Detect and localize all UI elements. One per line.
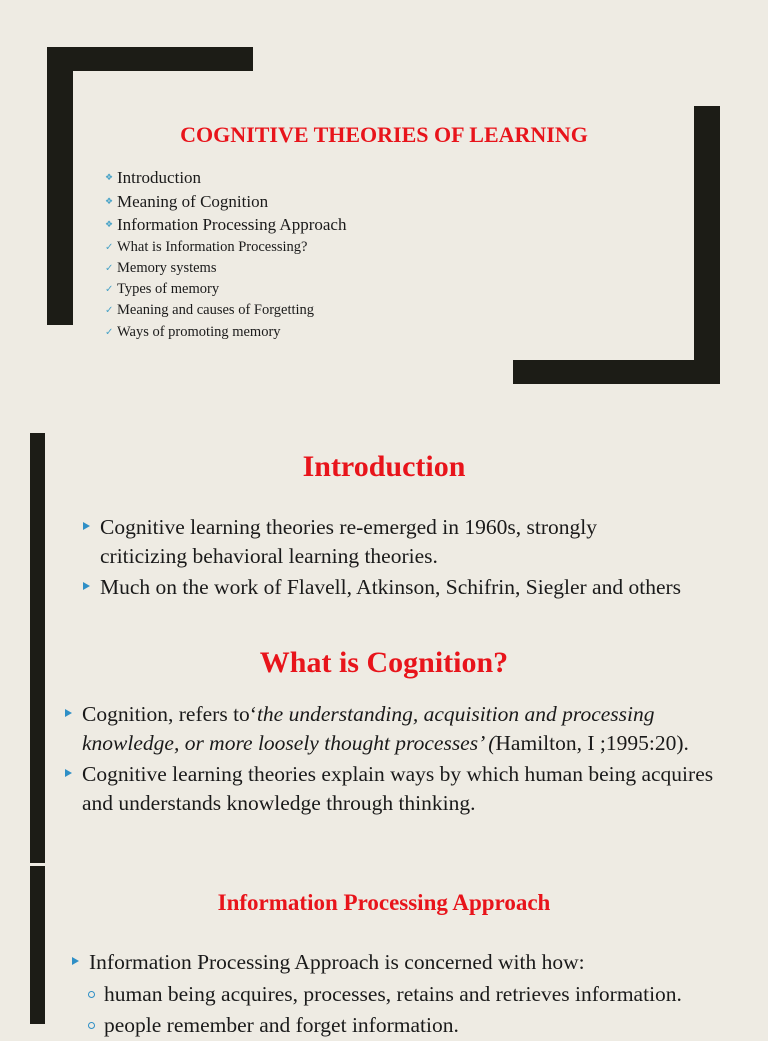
list-item: ✓ Meaning and causes of Forgetting (105, 300, 346, 321)
diamond-bullet-icon: ❖ (105, 219, 114, 229)
slide-contents (0, 0, 768, 405)
diamond-bullet-icon: ❖ (105, 195, 114, 206)
circle-bullet-icon (88, 1022, 95, 1029)
triangle-bullet-icon (83, 582, 90, 590)
diamond-bullet-icon: ❖ (105, 172, 114, 182)
list-item: ❖ Meaning of Cognition (105, 190, 346, 214)
triangle-bullet-icon (65, 709, 72, 717)
frame-corner-top-left-h (47, 47, 253, 71)
cognition-heading: What is Cognition? (259, 646, 509, 679)
list-item: ✓ Types of memory (105, 279, 346, 300)
circle-bullet-icon (88, 991, 95, 998)
triangle-bullet-icon (72, 957, 79, 965)
list-item: ✓ Ways of promoting memory (105, 322, 346, 343)
check-bullet-icon: ✓ (105, 241, 114, 253)
triangle-bullet-icon (65, 769, 72, 777)
list-item: people remember and forget information. (88, 1010, 768, 1041)
list-item: Cognitive learning theories explain ways by which human being acquires and understands knowledge through thinking. (65, 760, 740, 818)
list-item: human being acquires, processes, retains and retrieves information. (88, 979, 768, 1010)
information-processing-bullets (72, 948, 762, 979)
frame-corner-top-left-v (47, 47, 73, 325)
information-processing-subitems (88, 979, 768, 1041)
list-item: ❖ Information Processing Approach (105, 213, 346, 237)
list-item: Much on the work of Flavell, Atkinson, Schifrin, Siegler and others (83, 573, 683, 602)
slide-information-processing (0, 866, 768, 1037)
introduction-bullets (83, 513, 683, 604)
check-bullet-icon: ✓ (105, 284, 114, 296)
list-item: ✓ Memory systems (105, 258, 346, 279)
slide-introduction (0, 430, 768, 860)
contents-list (105, 166, 346, 343)
check-bullet-icon: ✓ (105, 262, 114, 274)
list-item: Cognition, refers to‘the understanding, acquisition and processing knowledge, or more loosely thought processes’ (Hamilton, I ;1995:20). (65, 700, 740, 758)
list-item: ❖ Introduction (105, 166, 346, 190)
triangle-bullet-icon (83, 522, 90, 530)
list-item: Information Processing Approach is concerned with how: (72, 948, 762, 977)
check-bullet-icon: ✓ (105, 326, 114, 338)
introduction-heading: Introduction (302, 450, 466, 483)
check-bullet-icon: ✓ (105, 305, 114, 317)
slide-title: COGNITIVE THEORIES OF LEARNING (180, 122, 588, 147)
cognition-bullets (65, 700, 740, 820)
list-item: ✓ What is Information Processing? (105, 237, 346, 258)
information-processing-heading: Information Processing Approach (217, 890, 551, 915)
frame-corner-bottom-right-h (513, 360, 720, 384)
list-item: Cognitive learning theories re-emerged in 1960s, strongly criticizing behavioral learning theories. (83, 513, 683, 571)
